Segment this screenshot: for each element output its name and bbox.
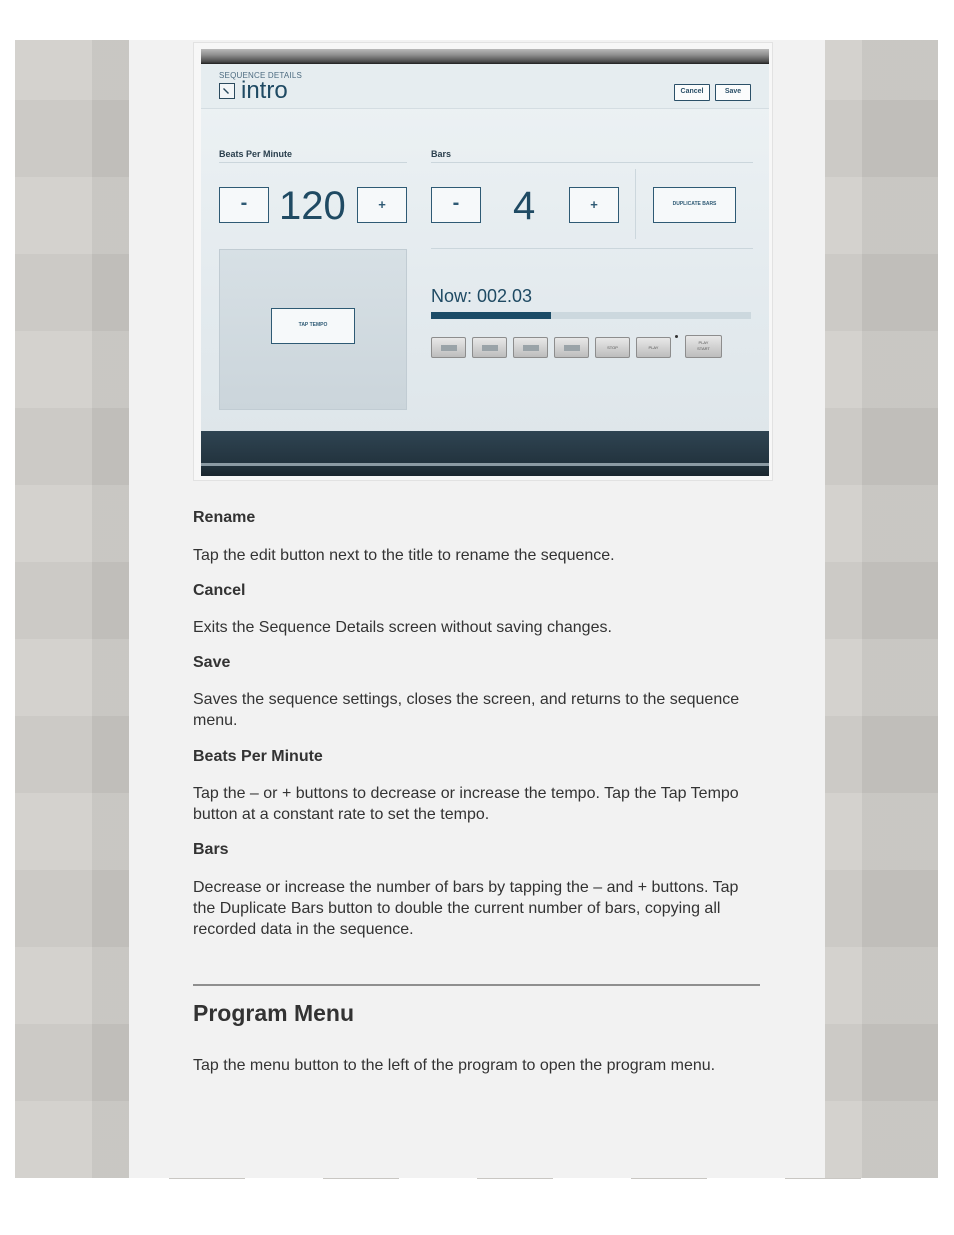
bpm-decrease-button[interactable]: - [219,187,269,223]
tap-tempo-button[interactable]: TAP TEMPO [271,308,355,344]
bpm-body: Tap the – or + buttons to decrease or increase the tempo. Tap the Tap Tempo button at a constant rate to set the tempo. [193,785,739,823]
sequence-details-screenshot [193,42,773,481]
rename-heading: Rename [193,509,256,526]
bars-heading: Bars [193,841,229,858]
edge-line [323,1178,399,1179]
bars-body: Decrease or increase the number of bars by tapping the – and + buttons. Tap the Duplicate Bars button to double the current number of bars, copying all recorded data in the sequence. [193,879,739,938]
sequence-header [201,64,769,109]
sequence-title: intro [241,77,288,104]
transport-forward-end-button[interactable] [554,337,589,358]
transport-forward-button[interactable] [513,337,548,358]
edge-line [785,1178,861,1179]
transport-rewind-start-button[interactable] [431,337,466,358]
tap-tempo-panel [219,249,407,410]
cancel-heading: Cancel [193,582,246,599]
cancel-button[interactable]: Cancel [674,84,710,101]
bpm-label: Beats Per Minute [219,149,293,159]
edit-icon[interactable] [219,83,235,99]
section-rule [431,248,753,249]
vertical-separator [635,169,636,239]
play-button[interactable]: PLAY [636,337,671,358]
bpm-increase-button[interactable]: + [357,187,407,223]
play-start-line1: PLAY [698,340,709,345]
play-start-button[interactable] [685,335,722,358]
play-start-line2: START [697,346,710,351]
edge-line [169,1178,245,1179]
save-heading: Save [193,654,231,671]
header-label: SEQUENCE DETAILS [219,71,303,80]
section-divider [193,984,760,986]
stop-button[interactable]: STOP [595,337,630,358]
position-bar-fill [431,312,551,319]
bars-label: Bars [431,149,452,159]
bars-rule [431,162,753,163]
bars-decrease-button[interactable]: - [431,187,481,223]
bars-value: 4 [513,184,536,228]
transport-rewind-button[interactable] [472,337,507,358]
app-screen [201,49,769,476]
bpm-rule [219,162,407,163]
edge-line [477,1178,553,1179]
program-menu-body: Tap the menu button to the left of the program to open the program menu. [193,1057,716,1074]
bpm-heading: Beats Per Minute [193,748,323,765]
bottom-strip [201,463,769,466]
save-body: Saves the sequence settings, closes the screen, and returns to the sequence menu. [193,691,740,729]
duplicate-bars-button[interactable]: DUPLICATE BARS [653,187,736,223]
record-indicator [675,335,678,338]
bpm-value: 120 [279,184,346,228]
bars-increase-button[interactable]: + [569,187,619,223]
status-strip [201,49,769,64]
bottom-bar [201,431,769,476]
position-bar [431,312,751,319]
position-readout: Now: 002.03 [431,286,533,306]
cancel-body: Exits the Sequence Details screen without saving changes. [193,619,612,636]
edge-line [631,1178,707,1179]
save-button[interactable]: Save [715,84,751,101]
rename-body: Tap the edit button next to the title to rename the sequence. [193,547,615,564]
program-menu-heading: Program Menu [193,1000,355,1026]
